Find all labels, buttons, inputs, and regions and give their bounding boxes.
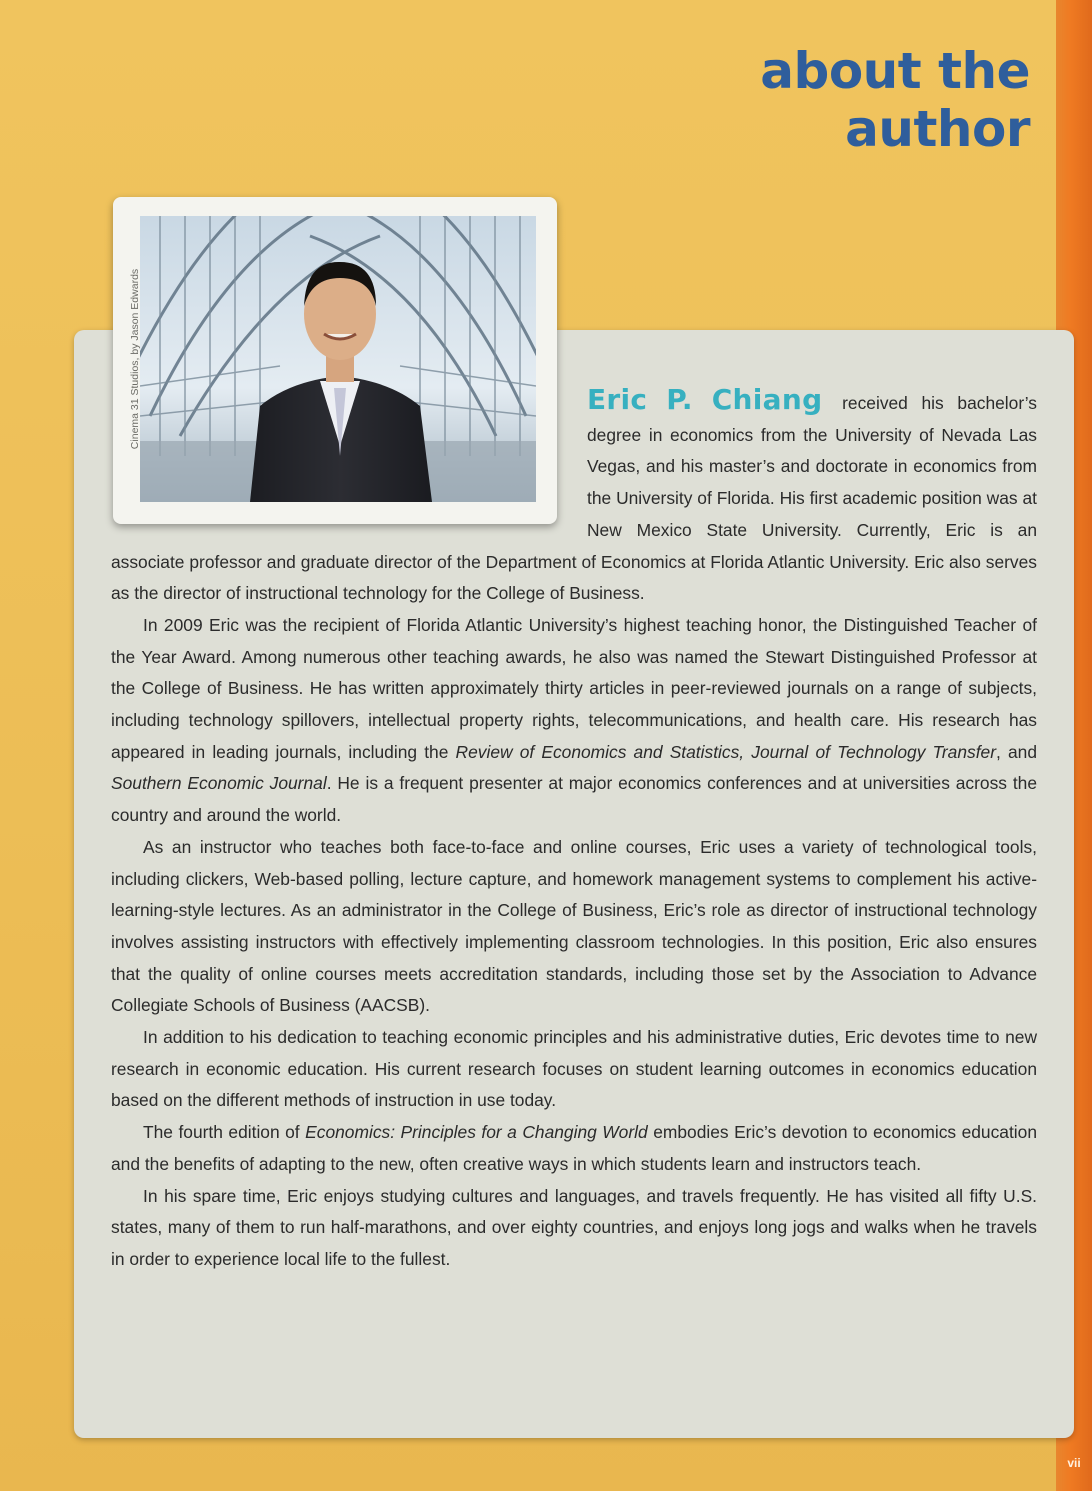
book-title: Economics: Principles for a Changing World bbox=[305, 1122, 648, 1143]
bio-p2-text-b: , and bbox=[996, 741, 1037, 762]
bio-paragraph-4: In addition to his dedication to teaching economic principles and his administrative duties, Eric devotes time to new research in economic education. His current research focuses on student learning outcomes in economics education based on the different methods of instruction in use today. bbox=[111, 1027, 1037, 1111]
author-bio bbox=[111, 384, 1037, 1276]
bio-p2-text-a: In 2009 Eric was the recipient of Florida Atlantic University’s highest teaching honor, the Distinguished Teacher of the Year Award. Among numerous other teaching awards, he also was named the Stewart Distinguished Professor at the College of Business. He has written approximately thirty articles in peer-reviewed journals on a range of subjects, including technology spillovers, intellectual property rights, telecommunications, and health care. His research has appeared in leading journals, including the bbox=[111, 614, 1037, 762]
photo-credit: Cinema 31 Studios, by Jason Edwards bbox=[129, 268, 141, 450]
page-title: about the author bbox=[760, 42, 1030, 158]
bio-paragraph-5 bbox=[111, 1117, 1037, 1180]
journal-titles: Review of Economics and Statistics, Journal of Technology Transfer bbox=[455, 741, 996, 762]
bio-p5-text-b: embodies Eric’s devotion to economics education and the benefits of adapting to the new, often creative ways in which students learn and instructors teach. bbox=[111, 1122, 1038, 1174]
page-number: vii bbox=[1067, 1456, 1081, 1470]
bio-paragraph-2 bbox=[111, 610, 1037, 832]
bio-paragraph-6: In his spare time, Eric enjoys studying cultures and languages, and travels frequently. He has visited all fifty U.S. states, many of them to run half-marathons, and over eighty countries, and enjoys long jogs and walks when he travels in order to experience local life to the fullest. bbox=[111, 1185, 1037, 1269]
bio-p1-text: received his bachelor’s degree in economics from the University of Nevada Las Vegas, and his master’s and doctorate in economics from the University of Florida. His first academic position was at New Mexico State University. Currently, Eric is an associate professor and graduate director of the Department of Economics at Florida Atlantic University. Eric also serves as the director of instructional technology for the College of Business. bbox=[111, 393, 1038, 604]
bio-p2-text-c: . He is a frequent presenter at major economics conferences and at universities across the country and around the world. bbox=[111, 773, 1037, 826]
journal-title-southern: Southern Economic Journal bbox=[111, 773, 327, 794]
bio-p5-text-a: The fourth edition of bbox=[143, 1122, 300, 1143]
photo-wrap-spacer bbox=[111, 384, 587, 534]
author-name: Eric P. Chiang bbox=[587, 383, 823, 416]
bio-paragraph-3: As an instructor who teaches both face-to-face and online courses, Eric uses a variety of technological tools, including clickers, Web-based polling, lecture capture, and homework management systems to complement his active-learning-style lectures. As an administrator in the College of Business, Eric’s role as director of instructional technology involves assisting instructors with effectively implementing classroom technologies. In this position, Eric also ensures that the quality of online courses meets accreditation standards, including those set by the Association to Advance Collegiate Schools of Business (AACSB). bbox=[111, 836, 1037, 1016]
